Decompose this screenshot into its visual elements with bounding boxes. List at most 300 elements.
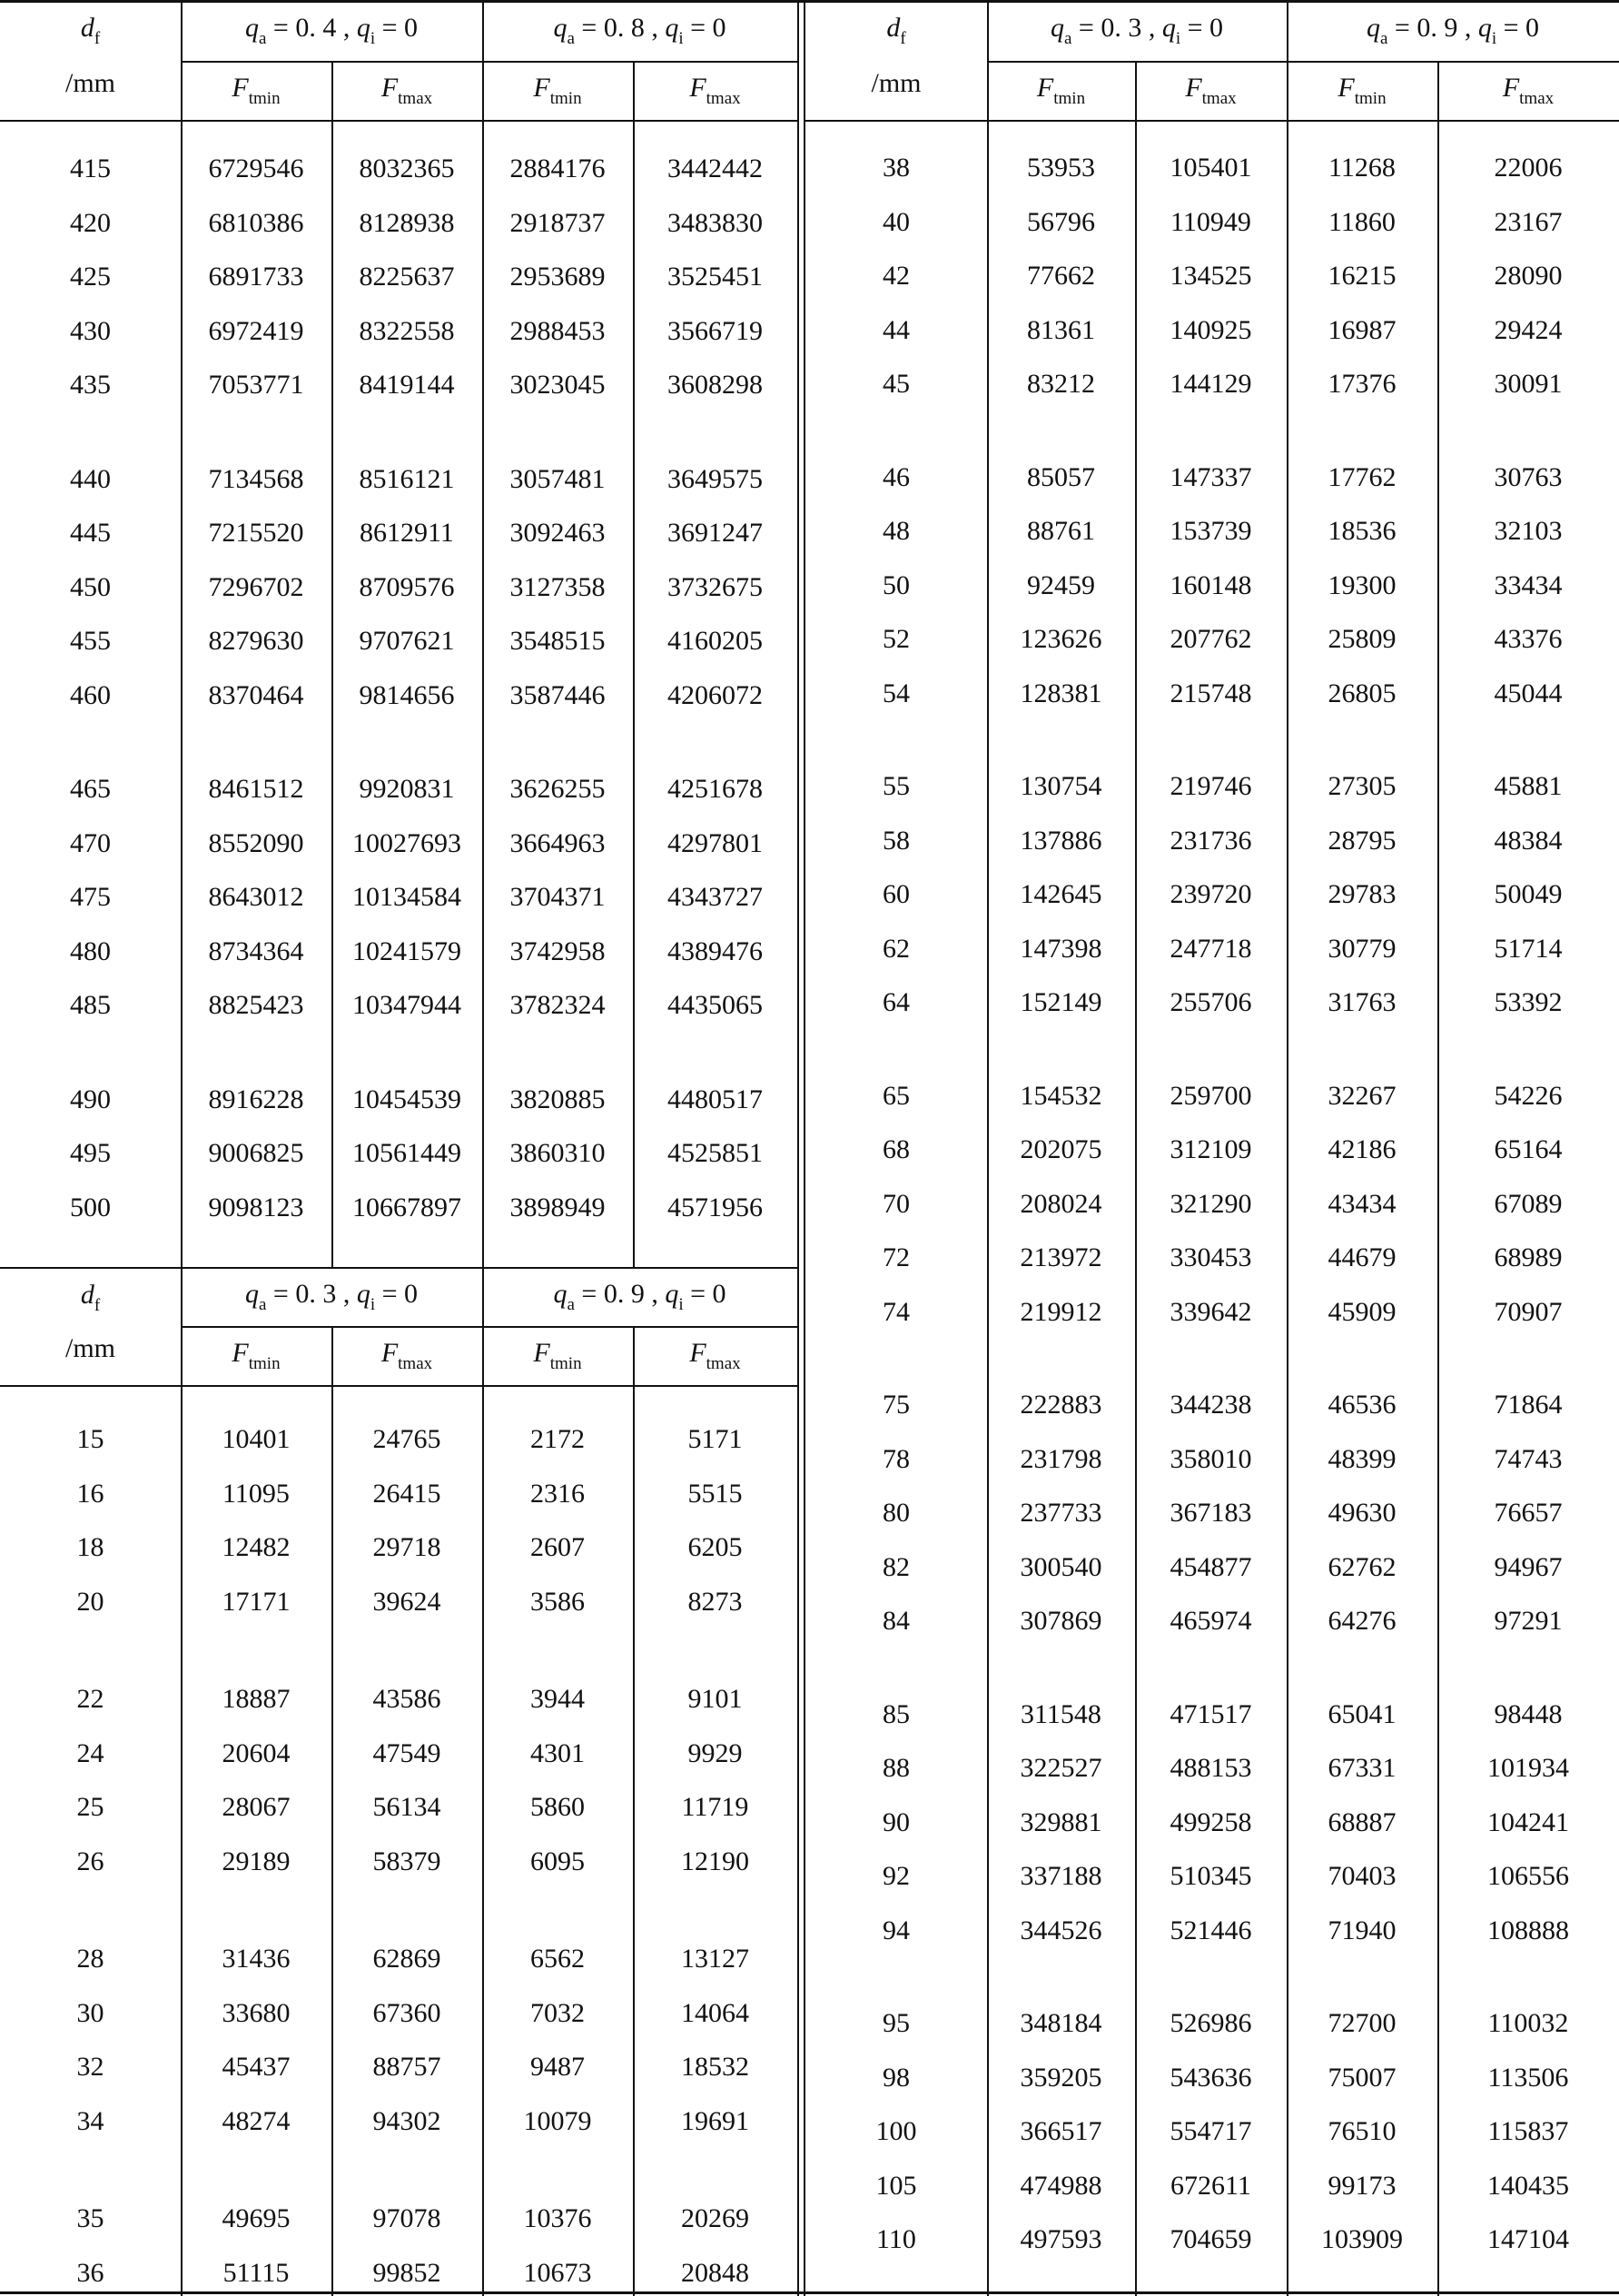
table-cell: 704659 [1170,2224,1252,2254]
table-cell: 4571956 [667,1192,763,1222]
table-cell: 97078 [372,2203,441,2233]
table-cell: 64276 [1328,1606,1397,1636]
f-subscript: tmax [1201,88,1237,108]
table-cell: 454877 [1170,1551,1252,1582]
table-cell: 499258 [1170,1806,1252,1837]
row-label: 430 [70,315,111,346]
f-subscript: tmin [248,1353,281,1373]
table-cell: 45044 [1494,678,1563,708]
qa-symbol: q [244,12,259,43]
table-cell: 140925 [1170,314,1252,345]
df-symbol: d [80,13,94,43]
table-cell: 42186 [1328,1134,1397,1164]
row-label: 78 [883,1443,910,1474]
table-cell: 28067 [222,1792,291,1822]
table-cell: 3704371 [509,882,606,912]
table-cell: 219912 [1020,1296,1102,1327]
table-cell: 94967 [1494,1551,1563,1582]
row-label: 110 [876,2224,916,2254]
row-label: 64 [883,987,910,1017]
table-cell: 53953 [1027,153,1095,183]
table-cell: 4251678 [667,774,763,804]
table-cell: 10401 [222,1424,291,1454]
row-label: 450 [70,571,111,602]
table-cell: 215748 [1170,678,1252,708]
table-cell: 543636 [1170,2062,1252,2093]
table-cell: 98448 [1494,1698,1563,1729]
qa-symbol: q [553,12,568,43]
qa-symbol: q [1050,12,1064,43]
row-label: 470 [70,827,111,858]
table-cell: 11860 [1328,206,1396,237]
row-label: 36 [76,2257,104,2288]
df-symbol: d [80,1280,94,1310]
table-cell: 33680 [222,1997,291,2028]
table-cell: 3023045 [509,370,606,400]
table-cell: 137886 [1020,825,1102,856]
row-label: 25 [76,1792,104,1822]
row-label: 420 [70,207,111,238]
table-cell: 9920831 [359,774,455,804]
row-label: 105 [875,2170,917,2201]
table-cell: 101934 [1487,1753,1569,1783]
table-cell: 9101 [687,1684,743,1714]
df-unit: /mm [871,68,922,98]
table-cell: 105401 [1170,153,1252,183]
table-cell: 62869 [372,1944,441,1974]
table-cell: 3732675 [667,571,763,602]
top-left-group-group1: $q_a = 0$. 4 , $q_i = 0$ [244,12,419,48]
table-cell: 7134568 [208,463,304,494]
row-label: 485 [70,990,111,1020]
table-cell: 4160205 [667,626,763,656]
table-cell: 74743 [1494,1443,1563,1474]
qa-symbol: q [553,1278,568,1309]
f-symbol: F [689,1337,706,1368]
row-label: 490 [70,1084,111,1114]
table-cell: 231736 [1170,825,1252,856]
row-label: 42 [883,261,910,291]
table-cell: 7215520 [208,518,304,548]
table-cell: 8419144 [359,370,455,400]
table-cell: 11719 [681,1792,749,1822]
table-cell: 30763 [1494,461,1563,492]
table-cell: 521446 [1170,1915,1252,1945]
table-cell: 208024 [1020,1188,1102,1219]
table-cell: 3566719 [667,315,763,346]
table-cell: 50049 [1494,879,1563,909]
table-cell: 259700 [1170,1080,1252,1111]
table-cell: 81361 [1027,314,1095,345]
f-subscript: tmin [1354,88,1387,108]
row-label: 44 [883,314,910,345]
table-cell: 71940 [1328,1915,1397,1945]
column-header-ftmax [1437,72,1619,108]
table-cell: 465974 [1170,1606,1252,1636]
row-label: 100 [875,2116,917,2146]
qi-symbol: q [665,1278,679,1309]
table-cell: 10454539 [352,1084,461,1114]
row-label: 72 [883,1242,910,1272]
table-cell: 3649575 [667,463,763,494]
f-subscript: tmax [706,88,741,108]
table-cell: 22006 [1494,153,1563,183]
table-cell: 152149 [1020,987,1102,1017]
table-cell: 104241 [1487,1806,1569,1837]
df-header [0,13,181,48]
table-cell: 3664963 [509,827,606,858]
qi-value: 0 [404,1278,419,1309]
table-cell: 8825423 [208,990,304,1020]
row-label: 500 [70,1192,111,1222]
table-cell: 311548 [1021,1698,1101,1729]
table-cell: 48384 [1494,825,1563,856]
table-cell: 53392 [1494,987,1563,1017]
row-label: 74 [883,1296,910,1327]
row-label: 68 [883,1134,910,1164]
table-cell: 31763 [1328,987,1397,1017]
table-cell: 10027693 [352,827,461,858]
row-label: 495 [70,1138,111,1168]
qi-subscript: i [1175,28,1181,48]
table-cell: 6972419 [208,315,304,346]
table-cell: 207762 [1170,624,1252,654]
row-label: 22 [76,1684,104,1714]
top-left-group-group2: $q_a = 0$. 8 , $q_i = 0$ [553,12,726,48]
table-cell: 108888 [1487,1915,1569,1945]
table-cell: 329881 [1020,1806,1102,1837]
column-header-ftmin [987,72,1135,108]
table-cell: 25809 [1328,624,1397,654]
table-cell: 123626 [1020,624,1102,654]
row-label: 50 [883,569,910,600]
table-cell: 67360 [372,1997,441,2028]
row-label: 92 [883,1861,910,1891]
table-cell: 29424 [1494,314,1563,345]
table-cell: 202075 [1020,1134,1102,1164]
table-cell: 5171 [687,1424,743,1454]
qi-value: 0 [404,12,419,43]
table-cell: 45437 [222,2052,291,2082]
table-cell: 30091 [1494,369,1563,399]
row-label: 460 [70,679,111,710]
right-group-group2: $q_a = 0$. 9 , $q_i = 0$ [1366,12,1540,48]
table-cell: 51714 [1494,933,1563,964]
table-cell: 8709576 [359,571,455,602]
table-cell: 367183 [1170,1498,1252,1528]
table-cell: 45909 [1328,1296,1397,1327]
table-cell: 8734364 [208,935,304,966]
df-header [805,13,987,48]
row-label: 30 [76,1997,104,2028]
row-label: 52 [883,624,910,654]
column-header-ftmax [633,1337,797,1373]
row-label: 62 [883,933,910,964]
qi-symbol: q [1161,12,1176,43]
table-cell: 359205 [1020,2062,1102,2093]
row-label: 38 [883,153,910,183]
row-label: 34 [76,2105,104,2136]
table-cell: 47549 [372,1737,441,1768]
page-bottom-border [0,2291,1619,2294]
df-unit: /mm [64,1333,115,1363]
qi-subscript: i [678,1294,684,1314]
table-cell: 18532 [681,2052,749,2082]
table-cell: 497593 [1020,2224,1102,2254]
f-subscript: tmin [549,88,582,108]
f-symbol: F [232,72,249,103]
qi-value: 0 [712,1278,726,1309]
table-cell: 3057481 [509,463,606,494]
row-label: 20 [76,1586,104,1617]
qa-symbol: q [244,1278,259,1309]
table-cell: 71864 [1494,1390,1563,1420]
table-cell: 97291 [1494,1606,1563,1636]
table-cell: 17376 [1328,369,1397,399]
table-cell: 8370464 [208,679,304,710]
qa-value: 0. 9 [603,1278,645,1309]
table-cell: 147104 [1487,2224,1569,2254]
column-rule [181,1267,183,2296]
table-cell: 6095 [530,1846,585,1876]
table-cell: 8322558 [359,315,455,346]
qi-subscript: i [678,28,684,48]
table-cell: 6810386 [208,207,304,238]
table-cell: 3548515 [509,626,606,656]
row-label: 425 [70,262,111,292]
table-cell: 8643012 [208,882,304,912]
table-cell: 4206072 [667,679,763,710]
page-top-border [0,0,1619,3]
table-cell: 17762 [1328,461,1397,492]
table-cell: 30779 [1328,933,1397,964]
f-subscript: tmin [248,88,281,108]
table-cell: 4297801 [667,827,763,858]
table-cell: 43586 [372,1684,441,1714]
table-cell: 58379 [372,1846,441,1876]
table-cell: 11268 [1328,153,1396,183]
table-cell: 6729546 [208,153,304,183]
df-subscript: f [94,1296,101,1315]
table-cell: 65164 [1494,1134,1563,1164]
table-cell: 330453 [1170,1242,1252,1272]
table-cell: 14064 [681,1997,749,2028]
table-cell: 4343727 [667,882,763,912]
table-cell: 9098123 [208,1192,304,1222]
bottom-left-group-group2: $q_a = 0$. 9 , $q_i = 0$ [553,1278,726,1314]
qi-value: 0 [1209,12,1224,43]
qa-subscript: a [567,28,575,48]
table-cell: 28795 [1328,825,1397,856]
table-cell: 3860310 [509,1138,606,1168]
table-cell: 153739 [1170,516,1252,546]
row-label: 445 [70,518,111,548]
qa-value: 0. 9 [1417,12,1458,43]
table-cell: 10376 [523,2203,592,2233]
table-cell: 358010 [1170,1443,1252,1474]
header-bottom-rule [0,120,797,122]
table-cell: 239720 [1170,879,1252,909]
f-subscript: tmin [549,1353,582,1373]
table-cell: 3691247 [667,518,763,548]
table-cell: 39624 [372,1586,441,1617]
table-cell: 32103 [1494,516,1563,546]
table-cell: 65041 [1328,1698,1397,1729]
table-cell: 344238 [1170,1390,1252,1420]
table-cell: 88761 [1027,516,1095,546]
table-cell: 5515 [687,1478,743,1509]
header-bottom-rule [805,120,1619,122]
f-symbol: F [380,72,399,103]
qi-value: 0 [1525,12,1540,43]
table-cell: 322527 [1020,1753,1102,1783]
table-cell: 56134 [372,1792,441,1822]
table-cell: 10079 [523,2105,592,2136]
table-cell: 49695 [222,2203,291,2233]
table-cell: 26805 [1328,678,1397,708]
table-cell: 222883 [1020,1390,1102,1420]
row-label: 18 [76,1532,104,1562]
table-cell: 68989 [1494,1242,1563,1272]
qi-symbol: q [356,1278,370,1309]
table-cell: 471517 [1170,1698,1252,1729]
right-group-group1: $q_a = 0$. 3 , $q_i = 0$ [1050,12,1224,48]
table-cell: 4435065 [667,990,763,1020]
table-cell: 3092463 [509,518,606,548]
table-cell: 312109 [1170,1134,1252,1164]
table-cell: 18887 [222,1684,291,1714]
table-cell: 488153 [1170,1753,1252,1783]
table-cell: 20269 [681,2203,749,2233]
table-cell: 231798 [1020,1443,1102,1474]
table-cell: 12482 [222,1532,291,1562]
table-cell: 27305 [1328,771,1397,801]
row-label: 465 [70,774,111,804]
f-symbol: F [689,72,706,103]
table-cell: 3587446 [509,679,606,710]
table-cell: 8225637 [359,262,455,292]
table-cell: 8032365 [359,153,455,183]
table-cell: 110949 [1170,206,1251,237]
qa-subscript: a [567,1294,575,1314]
row-label: 415 [70,153,111,183]
row-label: 475 [70,882,111,912]
table-cell: 4301 [530,1737,585,1768]
section-divider [797,0,799,2296]
table-cell: 31436 [222,1944,291,1974]
table-cell: 2607 [530,1532,585,1562]
row-label: 15 [76,1424,104,1454]
table-cell: 54226 [1494,1080,1563,1111]
table-cell: 92459 [1027,569,1095,600]
table-cell: 2884176 [509,153,606,183]
table-cell: 45881 [1494,771,1563,801]
f-subscript: tmax [706,1353,741,1373]
row-label: 40 [883,206,910,237]
table-cell: 7053771 [208,370,304,400]
f-symbol: F [1185,72,1202,103]
table-cell: 348184 [1020,2008,1102,2038]
table-cell: 3626255 [509,774,606,804]
table-cell: 8516121 [359,463,455,494]
qi-symbol: q [665,12,679,43]
table-cell: 4480517 [667,1084,763,1114]
table-cell: 10347944 [352,990,461,1020]
row-label: 455 [70,626,111,656]
f-symbol: F [232,1337,249,1368]
table-cell: 20848 [681,2257,749,2288]
table-cell: 7032 [530,1997,585,2028]
table-cell: 10561449 [352,1138,461,1168]
row-label: 84 [883,1606,910,1636]
table-cell: 128381 [1020,678,1102,708]
df-subscript: f [900,29,906,48]
table-cell: 3525451 [667,262,763,292]
df-header [0,1280,181,1315]
table-cell: 44679 [1328,1242,1397,1272]
table-cell: 16987 [1328,314,1397,345]
table-cell: 9487 [530,2052,585,2082]
table-cell: 6562 [530,1944,585,1974]
table-cell: 106556 [1487,1861,1569,1891]
row-label: 98 [883,2062,910,2093]
f-symbol: F [1036,72,1054,103]
table-cell: 255706 [1170,987,1252,1017]
table-cell: 142645 [1020,879,1102,909]
table-cell: 23167 [1494,206,1563,237]
table-cell: 28090 [1494,261,1563,291]
qa-value: 0. 3 [1101,12,1142,43]
column-header-ftmin [482,1337,633,1373]
table-cell: 99852 [372,2257,441,2288]
table-cell: 9814656 [359,679,455,710]
f-symbol: F [533,1337,550,1368]
row-label: 90 [883,1806,910,1837]
table-cell: 67089 [1494,1188,1563,1219]
table-cell: 29189 [222,1846,291,1876]
qa-subscript: a [258,28,267,48]
table-cell: 2918737 [509,207,606,238]
table-cell: 140435 [1487,2170,1569,2201]
column-header-ftmax [331,1337,482,1373]
table-cell: 5860 [530,1792,585,1822]
row-label: 46 [883,461,910,492]
row-label: 80 [883,1498,910,1528]
row-label: 35 [76,2203,104,2233]
table-cell: 49630 [1328,1498,1397,1528]
table-cell: 8916228 [208,1084,304,1114]
table-cell: 237733 [1020,1498,1102,1528]
column-header-ftmax [1135,72,1287,108]
table-cell: 2953689 [509,262,606,292]
qa-symbol: q [1366,12,1380,43]
column-header-ftmin [181,1337,331,1373]
table-cell: 76657 [1494,1498,1563,1528]
df-subscript: f [94,29,101,48]
row-label: 70 [883,1188,910,1219]
table-cell: 77662 [1027,261,1095,291]
table-cell: 75007 [1328,2062,1397,2093]
qi-subscript: i [370,1294,376,1314]
header-rule [181,61,797,63]
f-symbol: F [1502,72,1520,103]
bottom-left-group-group1: $q_a = 0$. 3 , $q_i = 0$ [244,1278,419,1314]
table-cell: 70403 [1328,1861,1397,1891]
table-cell: 68887 [1328,1806,1397,1837]
table-cell: 32267 [1328,1080,1397,1111]
table-cell: 10667897 [352,1192,461,1222]
column-header-ftmin [482,72,633,108]
